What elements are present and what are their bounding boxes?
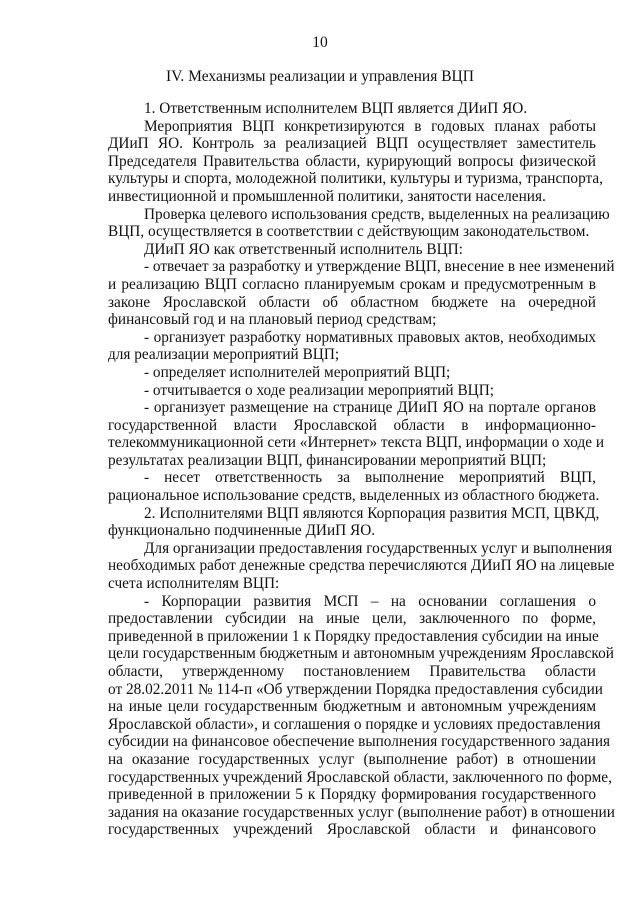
text-line: культуры и спорта, молодежной политики, культуры и туризма, транспорта,	[108, 170, 604, 188]
text-line: - отчитывается о ходе реализации мероприятий ВЦП;	[144, 381, 494, 399]
paragraph	[108, 469, 600, 505]
paragraph	[108, 117, 604, 206]
page-number: 10	[312, 34, 328, 51]
text-line: государственных учреждений Ярославской области, заключенного по форме,	[108, 768, 612, 786]
paragraph	[108, 100, 596, 118]
text-line: цели государственным бюджетным и автономным учреждениям Ярославской	[108, 645, 614, 663]
text-line: ДИиП ЯО. Контроль за реализацией ВЦП осуществляет заместитель	[108, 135, 596, 153]
paragraph	[108, 592, 615, 839]
text-line: - определяет исполнителей мероприятий ВЦП;	[144, 363, 451, 381]
text-line: ВЦП, осуществляется в соответствии с действующим законодательством.	[108, 223, 590, 241]
text-line: приведенной в приложении 5 к Порядку формирования государственного	[108, 786, 596, 804]
text-line: от 28.02.2011 № 114-п «Об утверждении Порядка предоставления субсидии	[108, 680, 603, 698]
text-line: субсидии на финансовое обеспечение выполнения государственного задания	[108, 733, 611, 751]
text-line: Проверка целевого использования средств, выделенных на реализацию	[144, 205, 610, 223]
paragraph	[108, 364, 596, 382]
text-line: - организует размещение на странице ДИиП ЯО на портале органов	[144, 399, 596, 417]
paragraph	[108, 399, 605, 469]
text-line: 1. Ответственным исполнителем ВЦП является ДИиП ЯО.	[144, 100, 528, 117]
text-line: телекоммуникационной сети «Интернет» текста ВЦП, информации о ходе и	[108, 434, 605, 452]
paragraph	[108, 329, 596, 364]
text-line: функционально подчиненные ДИиП ЯО.	[108, 522, 376, 540]
text-line: предоставлении субсидии на иные цели, заключенного по форме,	[108, 610, 596, 628]
text-line: государственной власти Ярославской области в информационно-	[108, 416, 596, 434]
paragraph	[108, 539, 615, 593]
text-line: приведенной в приложении 1 к Порядку предоставления субсидии на иные	[108, 627, 599, 645]
text-line: Председателя Правительства области, курирующий вопросы физической	[108, 152, 596, 170]
text-line: на иные цели государственным бюджетным и автономным учреждениям	[108, 698, 596, 716]
document-body	[108, 100, 615, 839]
text-line: Для организации предоставления государственных услуг и выполнения	[144, 539, 613, 557]
text-line: задания на оказание государственных услуг (выполнение работ) в отношении	[108, 803, 615, 821]
text-line: области, утвержденному постановлением Правительства области	[108, 663, 596, 680]
text-line: и реализацию ВЦП согласно планируемым срокам и предусмотренным в	[108, 275, 596, 293]
paragraph	[108, 504, 600, 540]
text-line: государственных учреждений Ярославской области и финансового	[108, 821, 596, 839]
text-line: 2. Исполнителями ВЦП являются Корпорация развития МСП, ЦВКД,	[144, 504, 600, 522]
text-line: Мероприятия ВЦП конкретизируются в годовых планах работы	[144, 117, 596, 135]
text-line: ДИиП ЯО как ответственный исполнитель ВЦП:	[144, 240, 463, 258]
paragraph	[108, 241, 596, 259]
text-line: на оказание государственных услуг (выполнение работ) в отношении	[108, 750, 596, 768]
text-line: Ярославской области», и соглашения о порядке и условиях предоставления	[108, 715, 601, 733]
text-line: финансовый год и на плановый период средствам;	[108, 311, 437, 329]
text-line: счета исполнителям ВЦП:	[108, 575, 280, 593]
text-line: рациональное использование средств, выделенных из областного бюджета.	[108, 487, 600, 505]
paragraph	[108, 258, 615, 329]
text-line: - несет ответственность за выполнение мероприятий ВЦП,	[144, 469, 596, 487]
text-line: законе Ярославской области об областном бюджете на очередной	[108, 293, 596, 311]
text-line: - организует разработку нормативных правовых актов, необходимых	[144, 328, 596, 346]
section-title: IV. Механизмы реализации и управления ВЦП	[166, 68, 474, 85]
text-line: для реализации мероприятий ВЦП;	[108, 346, 340, 364]
text-line: необходимых работ денежные средства перечисляются ДИиП ЯО на лицевые	[108, 557, 615, 575]
paragraph	[108, 205, 610, 241]
text-line: - Корпорации развития МСП – на основании соглашения о	[144, 592, 596, 610]
text-line: результатах реализации ВЦП, финансировании мероприятий ВЦП;	[108, 451, 547, 469]
paragraph	[108, 382, 596, 400]
text-line: - отвечает за разработку и утверждение ВЦП, внесение в нее изменений	[144, 258, 615, 276]
text-line: инвестиционной и промышленной политики, занятости населения.	[108, 187, 546, 205]
